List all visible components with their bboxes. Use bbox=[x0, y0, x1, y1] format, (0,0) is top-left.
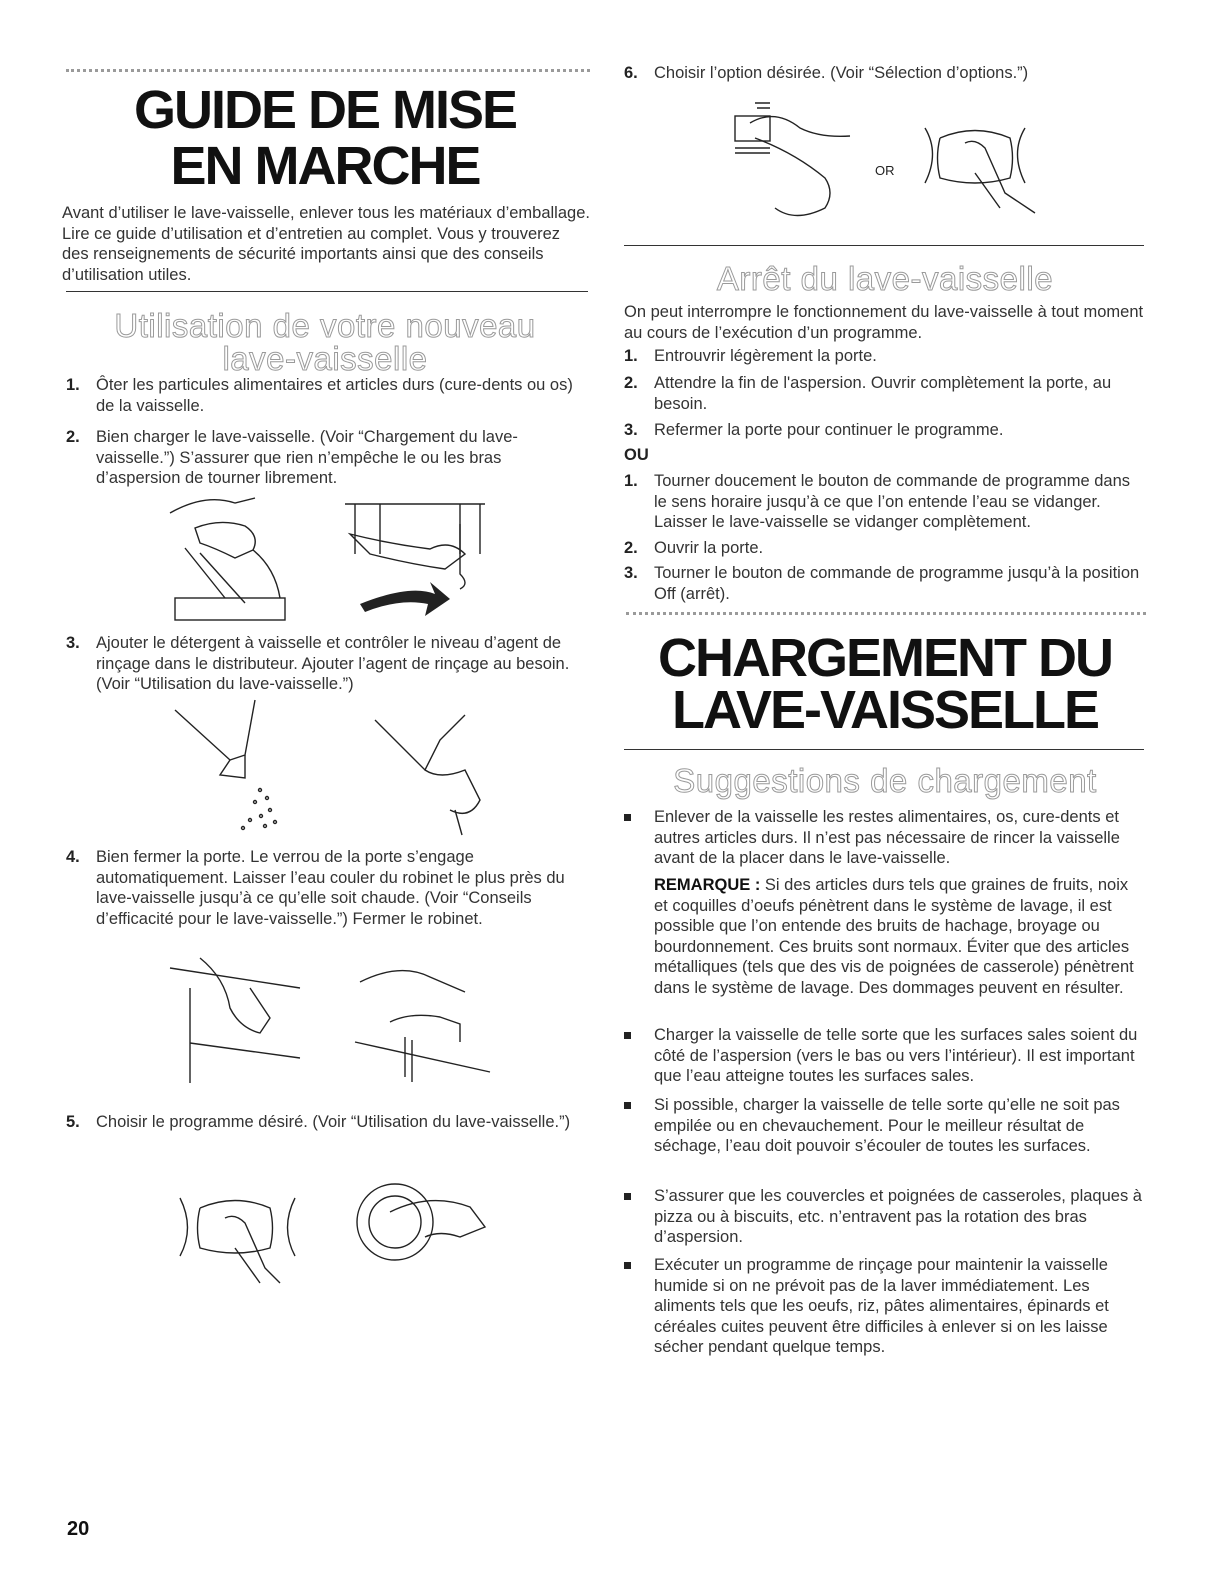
stop-section-title: Arrêt du lave-vaisselle bbox=[716, 260, 1054, 297]
step-2: 2. Bien charger le lave-vaisselle. (Voir “Chargement du lave-vaisselle.”) S’assurer que rien n’empêche le ou les bras d’aspersion de tourner librement. bbox=[66, 427, 588, 489]
bullet-item-4: S’assurer que les couvercles et poignées de casseroles, plaques à pizza ou à biscuits, etc. n’entravent pas la rotation des bras d’aspersion. bbox=[624, 1186, 1146, 1248]
step-3-text: Ajouter le détergent à vaisselle et contrôler le niveau d’agent de rinçage dans le distributeur. Ajouter l’agent de rinçage au besoin. (Voir “Utilisation du lave-vaisselle.”) bbox=[96, 634, 570, 693]
stop-step-a-1: 1. Entrouvrir légèrement la porte. bbox=[624, 347, 877, 365]
section-title-line2: lave-vaisselle bbox=[222, 340, 428, 377]
page-title-line2: EN MARCHE bbox=[170, 136, 480, 196]
loading-title-line1: CHARGEMENT DU bbox=[658, 628, 1112, 688]
stop-step-a-3: 3. Refermer la porte pour continuer le programme. bbox=[624, 421, 1004, 439]
section-divider-right-2 bbox=[624, 749, 1144, 750]
stop-step-b-2: 2. Ouvrir la porte. bbox=[624, 539, 764, 557]
section-divider-left bbox=[66, 291, 588, 292]
stop-step-b-1: 1. Tourner doucement le bouton de commande de programme dans le sens horaire jusqu’à ce que l’on entende l’eau se vidanger. Laisser le lave-vaisselle se vidanger complètement. bbox=[624, 472, 1131, 531]
or-label-illustration: OR bbox=[875, 163, 895, 178]
top-dotted-rule-left bbox=[66, 69, 590, 72]
turn-knob-illustration bbox=[350, 1172, 490, 1297]
select-option-illustration bbox=[725, 98, 1045, 228]
detergent-pour-illustration bbox=[175, 700, 305, 835]
stop-intro-paragraph: On peut interrompre le fonctionnement du lave-vaisselle à tout moment au cours de l’exécution d’un programme. bbox=[624, 303, 1144, 342]
step-5: 5. Choisir le programme désiré. (Voir “Utilisation du lave-vaisselle.”) bbox=[66, 1112, 588, 1133]
press-button-illustration bbox=[175, 1188, 315, 1288]
ou-label: OU bbox=[624, 446, 649, 464]
bullet-item-1: Enlever de la vaisselle les restes alimentaires, os, cure-dents et autres articles durs. Il n’est pas nécessaire de rincer la vaisselle avant de la placer dans le lave-vaisselle. bbox=[624, 807, 1146, 869]
step-1-text: Ôter les particules alimentaires et articles durs (cure-dents ou os) de la vaisselle. bbox=[96, 376, 573, 415]
page-number: 20 bbox=[67, 1518, 90, 1540]
stop-step-a-2: 2. Attendre la fin de l'aspersion. Ouvrir complètement la porte, au besoin. bbox=[624, 374, 1112, 413]
stop-step-b-3: 3. Tourner le bouton de commande de programme jusqu’à la position Off (arrêt). bbox=[624, 564, 1140, 603]
bullet-marker bbox=[624, 1102, 631, 1109]
close-door-illustration bbox=[170, 948, 305, 1088]
step-1: 1. Ôter les particules alimentaires et articles durs (cure-dents ou os) de la vaisselle. bbox=[66, 375, 588, 416]
step-2-text: Bien charger le lave-vaisselle. (Voir “Chargement du lave-vaisselle.”) S’assurer que rien n’empêche le ou les bras d’aspersion de tourner librement. bbox=[96, 428, 518, 487]
note-text: Si des articles durs tels que graines de fruits, noix et coquilles d’oeufs pénètrent dans le système de lavage, il est possible que l’on entende des bruits de hachage, broyage ou bourdonnement. Ces bruits sont normaux. Éviter que des articles métalliques (tels que des vis de poignées de casserole) pénètrent dans le système de lavage. Des dommages peuvent en résulter. bbox=[654, 876, 1134, 997]
suggestions-section-title: Suggestions de chargement bbox=[673, 762, 1097, 799]
section-divider-right-1 bbox=[624, 245, 1144, 246]
note-remarque bbox=[654, 875, 1144, 998]
step-5-text: Choisir le programme désiré. (Voir “Utilisation du lave-vaisselle.”) bbox=[96, 1113, 571, 1131]
page-title-line1: GUIDE DE MISE bbox=[133, 80, 517, 140]
section-title-line1: Utilisation de votre nouveau bbox=[114, 307, 536, 344]
bullet-marker bbox=[624, 1262, 631, 1269]
faucet-illustration bbox=[350, 962, 495, 1087]
step-4-text: Bien fermer la porte. Le verrou de la porte s’engage automatiquement. Laisser l’eau couler du robinet le plus près du lave-vaisselle jusqu’à ce qu’elle soit chaude. (Voir “Conseils d’efficacité pour le lave-vaisselle.”) Fermer le robinet. bbox=[96, 848, 565, 928]
bullet-marker bbox=[624, 1193, 631, 1200]
dotted-rule-right bbox=[626, 612, 1146, 615]
load-rack-illustration bbox=[340, 494, 490, 626]
rinse-aid-illustration bbox=[370, 700, 495, 840]
loading-title-line2: LAVE-VAISSELLE bbox=[671, 680, 1099, 740]
note-label: REMARQUE : bbox=[654, 876, 761, 894]
scrape-dish-illustration bbox=[165, 488, 300, 623]
step-4: 4. Bien fermer la porte. Le verrou de la porte s’engage automatiquement. Laisser l’eau couler du robinet le plus près du lave-vaisselle jusqu’à ce qu’elle soit chaude. (Voir “Conseils d’efficacité pour le lave-vaisselle.”) Fermer le robinet. bbox=[66, 847, 588, 929]
step-6-text: Choisir l’option désirée. (Voir “Sélection d’options.”) bbox=[654, 64, 1029, 82]
bullet-item-5: Exécuter un programme de rinçage pour maintenir la vaisselle humide si on ne prévoit pas de la laver immédiatement. Les aliments tels que les oeufs, riz, pâtes alimentaires, épinards et céréales cuites peuvent être difficiles à enlever si on les laisse sécher pendant quelque temps. bbox=[624, 1255, 1146, 1358]
bullet-marker bbox=[624, 1032, 631, 1039]
intro-paragraph: Avant d’utiliser le lave-vaisselle, enlever tous les matériaux d’emballage. Lire ce guide d’utilisation et d’entretien au complet. Vous y trouverez des renseignements de sécurité importants ainsi que des conseils d’utilisation utiles. bbox=[62, 204, 590, 284]
bullet-item-3: Si possible, charger la vaisselle de telle sorte qu’elle ne soit pas empilée ou en chevauchement. Pour le meilleur résultat de séchage, l’eau doit pouvoir s’écouler de toutes les surfaces. bbox=[624, 1095, 1146, 1157]
step-3: 3. Ajouter le détergent à vaisselle et contrôler le niveau d’agent de rinçage dans le distributeur. Ajouter l’agent de rinçage au besoin. (Voir “Utilisation du lave-vaisselle.”) bbox=[66, 633, 588, 695]
step-6: 6. Choisir l’option désirée. (Voir “Sélection d’options.”) bbox=[624, 63, 1146, 84]
bullet-item-2: Charger la vaisselle de telle sorte que les surfaces sales soient du côté de l’aspersion (vers le bas ou vers l’intérieur). Il est important que l’eau atteigne toutes les surfaces sales. bbox=[624, 1025, 1146, 1087]
bullet-marker bbox=[624, 814, 631, 821]
